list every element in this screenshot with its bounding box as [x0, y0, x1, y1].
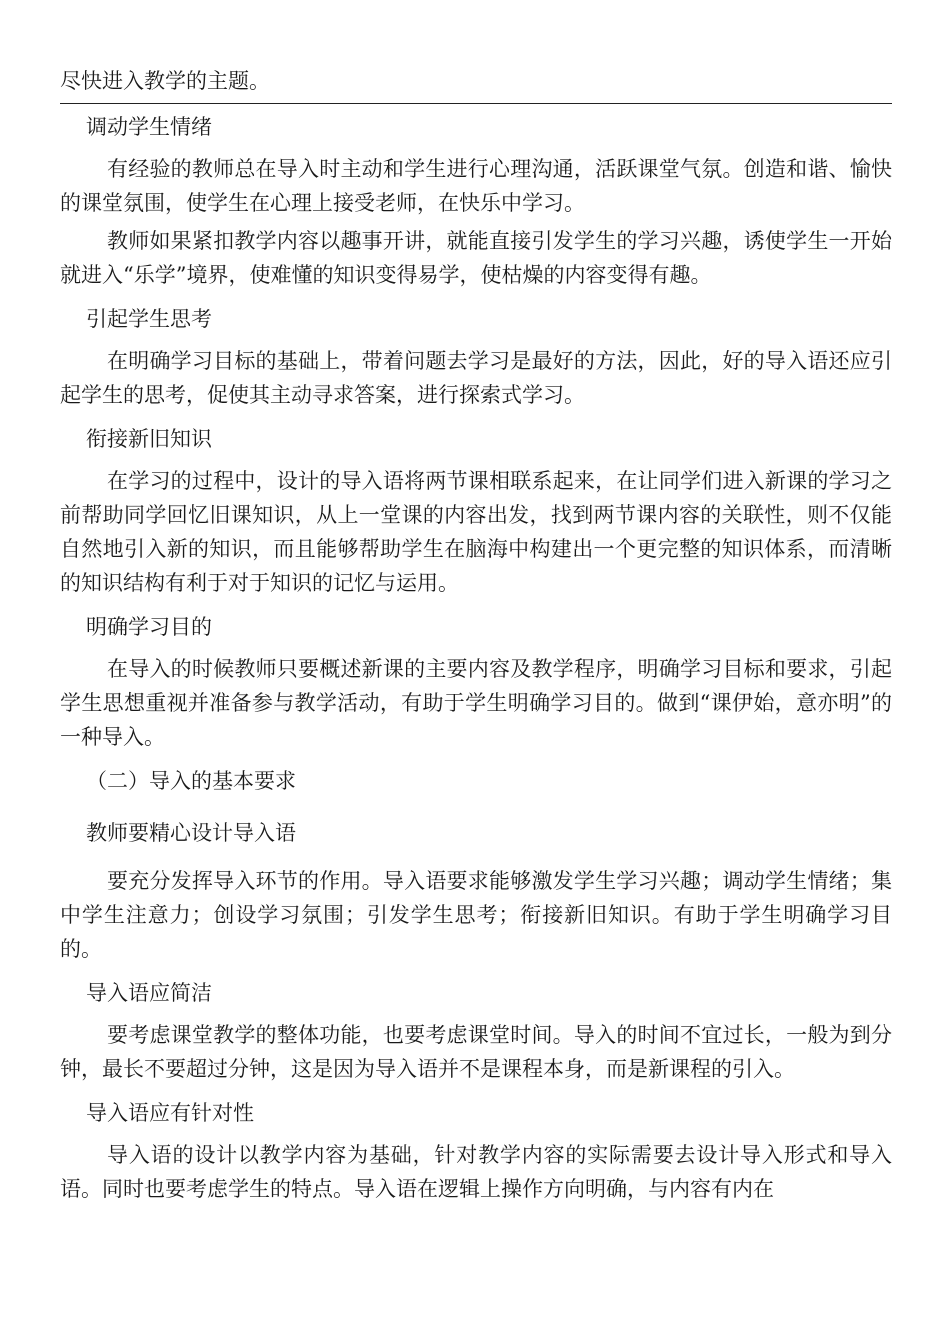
body-paragraph: 在学习的过程中，设计的导入语将两节课相联系起来，在让同学们进入新课的学习之前帮助同学回忆旧课知识，从上一堂课的内容出发，找到两节课内容的关联性，则不仅能自然地引入新的知识，而且能够帮助学生在脑海中构建出一个更完整的知识体系，而清晰的知识结构有利于对于知识的记忆与运用。 [60, 469, 892, 595]
document-body [60, 112, 892, 1206]
section-bridge-knowledge [60, 424, 892, 600]
body-paragraph: 教师如果紧扣教学内容以趣事开讲，就能直接引发学生的学习兴趣，诱使学生一开始就进入“乐学”境界，使难懂的知识变得易学，使枯燥的内容变得有趣。 [60, 229, 892, 287]
section-heading: 明确学习目的 [86, 615, 212, 639]
section-design-intro [60, 818, 892, 966]
continued-text-line: 尽快进入教学的主题。 [60, 69, 270, 93]
section-basic-requirements [60, 766, 892, 796]
section-heading: 导入语应简洁 [86, 981, 212, 1005]
section-heading: 教师要精心设计导入语 [86, 821, 296, 845]
body-paragraph: 要考虑课堂教学的整体功能，也要考虑课堂时间。导入的时间不宜过长，一般为到分钟，最长不要超过分钟，这是因为导入语并不是课程本身，而是新课程的引入。 [60, 1023, 892, 1081]
section-concise [60, 978, 892, 1086]
body-paragraph: 在明确学习目标的基础上，带着问题去学习是最好的方法，因此，好的导入语还应引起学生的思考，促使其主动寻求答案，进行探索式学习。 [60, 349, 892, 407]
section-thinking [60, 304, 892, 412]
body-paragraph: 要充分发挥导入环节的作用。导入语要求能够激发学生学习兴趣；调动学生情绪；集中学生注意力；创设学习氛围；引发学生思考；衔接新旧知识。有助于学生明确学习目的。 [60, 869, 892, 961]
section-heading: 衔接新旧知识 [86, 427, 212, 451]
body-paragraph: 在导入的时候教师只要概述新课的主要内容及教学程序，明确学习目标和要求，引起学生思想重视并准备参与教学活动，有助于学生明确学习目的。做到“课伊始，意亦明”的一种导入。 [60, 657, 892, 749]
body-paragraph: 导入语的设计以教学内容为基础，针对教学内容的实际需要去设计导入形式和导入语。同时也要考虑学生的特点。导入语在逻辑上操作方向明确，与内容有内在 [60, 1143, 892, 1201]
header-rule [60, 103, 892, 104]
section-emotion [60, 112, 892, 292]
section-heading: 导入语应有针对性 [86, 1101, 254, 1125]
section-heading: 调动学生情绪 [86, 115, 212, 139]
subsection-title: （二）导入的基本要求 [86, 769, 296, 793]
section-targeted [60, 1098, 892, 1206]
body-paragraph: 有经验的教师总在导入时主动和学生进行心理沟通，活跃课堂气氛。创造和谐、愉快的课堂氛围，使学生在心理上接受老师，在快乐中学习。 [60, 157, 892, 215]
section-heading: 引起学生思考 [86, 307, 212, 331]
section-learning-goal [60, 612, 892, 754]
